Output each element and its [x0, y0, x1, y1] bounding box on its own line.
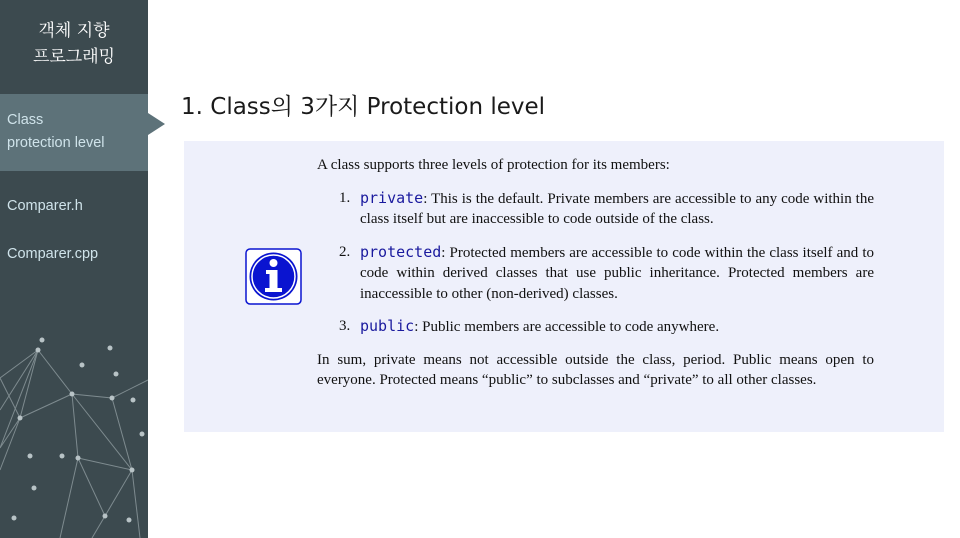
protection-level-list	[317, 188, 874, 338]
sidebar-item-comparer-cpp[interactable]: Comparer.cpp	[7, 246, 99, 262]
info-icon	[245, 248, 302, 305]
sidebar	[0, 0, 148, 538]
list-number: 1.	[339, 189, 351, 206]
document-text	[317, 155, 874, 391]
sidebar-title-line2: 프로그래밍	[32, 47, 116, 67]
active-item-pointer	[148, 113, 165, 135]
list-number: 2.	[339, 243, 351, 260]
doc-summary: In sum, private means not accessible outside the class, period. Public means open to everyone. Protected means “public” to subclasses and “private” to all other classes.	[317, 351, 874, 388]
network-graph-decoration	[0, 320, 148, 538]
doc-intro: A class supports three levels of protection for its members:	[317, 157, 670, 173]
page-title: 1. Class의 3가지 Protection level	[181, 94, 546, 120]
list-number: 3.	[339, 318, 351, 334]
keyword-private: private	[360, 188, 424, 207]
list-item-private	[317, 188, 874, 230]
keyword-protected: protected	[360, 242, 442, 261]
sidebar-title	[0, 18, 148, 70]
document-excerpt-panel	[184, 141, 944, 432]
list-item-public	[317, 316, 874, 338]
list-item-text: : Public members are accessible to code anywhere.	[414, 319, 720, 335]
list-item-text: : Protected members are accessible to code within the class itself and to code within derived classes that use public inheritance. Protected members are inaccessible to other (non-derived) classes.	[360, 244, 874, 302]
sidebar-item-label-line1: Class	[7, 112, 44, 128]
sidebar-title-line1: 객체 지향	[38, 21, 110, 41]
list-item-protected	[317, 242, 874, 305]
sidebar-item-label-line2: protection level	[7, 135, 105, 151]
list-item-text: : This is the default. Private members are accessible to any code within the class itself but are inaccessible to code outside of the class.	[360, 190, 874, 227]
sidebar-item-comparer-h[interactable]: Comparer.h	[7, 198, 83, 214]
sidebar-item-class-protection-level[interactable]	[0, 94, 148, 171]
keyword-public: public	[360, 317, 415, 335]
